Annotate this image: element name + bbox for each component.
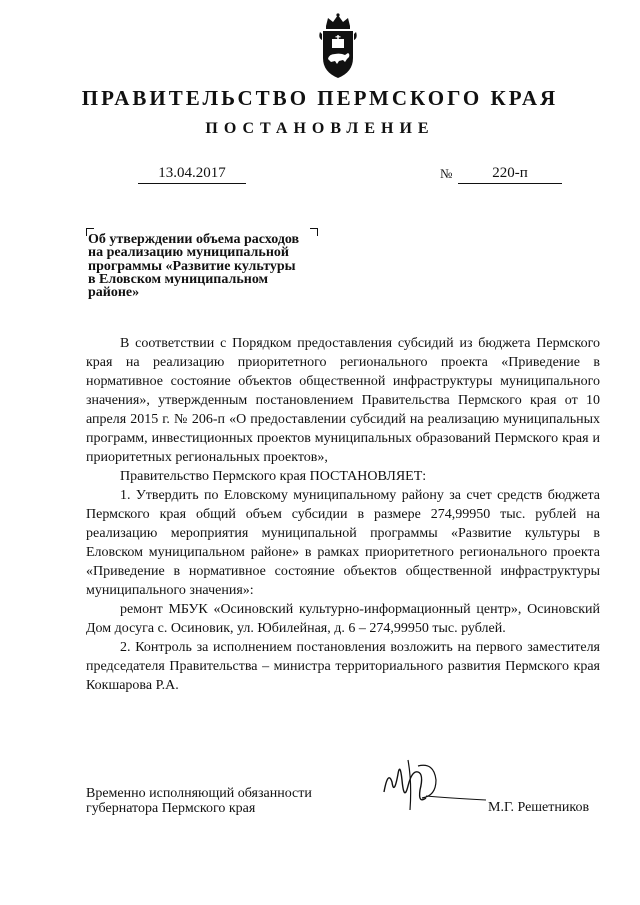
subject-line: программы «Развитие культуры bbox=[88, 258, 296, 274]
subject-line: Об утверждении объема расходов bbox=[88, 232, 300, 247]
subject-line: на реализацию муниципальной bbox=[88, 245, 289, 261]
body-paragraph: Правительство Пермского края ПОСТАНОВЛЯЕТ: bbox=[120, 469, 427, 484]
body-paragraph: ремонт МБУК «Осиновский культурно-информационный центр», Осиновский Дом досуга с. Осиновик, ул. Юбилейная, д. 6 – 274,99950 тыс. рублей. bbox=[86, 602, 600, 636]
handwritten-signature bbox=[378, 752, 488, 816]
document-date: 13.04.2017 bbox=[138, 164, 246, 184]
body-paragraph: 2. Контроль за исполнением постановления возложить на первого заместителя председателя Правительства – министра территориального развития Пермского края Кокшарова Р.А. bbox=[86, 640, 600, 693]
document-body bbox=[86, 334, 600, 695]
subject-line: в Еловском муниципальном bbox=[88, 271, 269, 287]
signatory-position bbox=[86, 786, 312, 816]
number-sign: № bbox=[440, 166, 453, 181]
position-line: Временно исполняющий обязанности bbox=[86, 786, 312, 801]
government-title: ПРАВИТЕЛЬСТВО ПЕРМСКОГО КРАЯ bbox=[81, 86, 559, 110]
subject-line: районе» bbox=[88, 285, 140, 301]
body-paragraph: В соответствии с Порядком предоставления субсидий из бюджета Пермского края на реализацию приоритетного регионального проекта «Приведение в нормативное состояние объектов общественной инфраструктуры муниципального значения», утвержденным постановлением Правительства Пермского края от 10 апреля 2015 г. № 206-п «О предоставлении субсидий на реализацию муниципальных программ, инвестиционных проектов муниципальных образований Пермского края и приоритетных региональных проектов», bbox=[86, 336, 600, 465]
document-subject bbox=[88, 233, 328, 299]
signer-name: М.Г. Решетников bbox=[488, 800, 590, 815]
body-paragraph: 1. Утвердить по Еловскому муниципальному району за счет средств бюджета Пермского края общий объем субсидии в размере 274,99950 тыс. рублей на реализацию мероприятия муниципальной программы «Развитие культуры в Еловском муниципальном районе» в рамках приоритетного регионального проекта «Приведение в нормативное состояние объектов общественной инфраструктуры муниципального значения»: bbox=[86, 488, 600, 598]
document-type: ПОСТАНОВЛЕНИЕ bbox=[205, 120, 435, 137]
coat-of-arms-icon bbox=[314, 12, 362, 80]
position-line: губернатора Пермского края bbox=[86, 801, 256, 816]
document-number: 220-п bbox=[458, 164, 562, 184]
